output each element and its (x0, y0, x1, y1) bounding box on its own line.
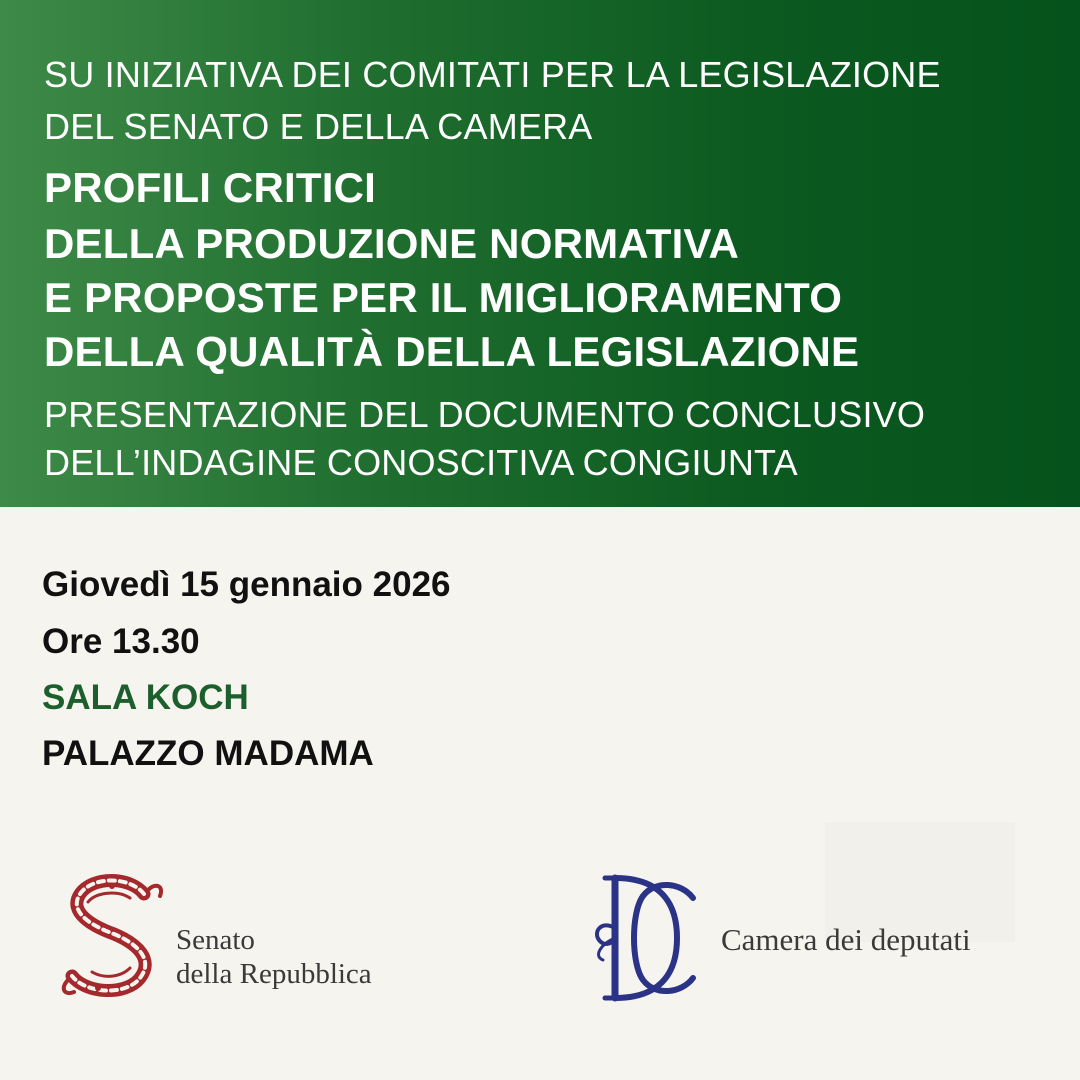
senato-name-line-1: Senato (176, 924, 255, 956)
event-venue: PALAZZO MADAMA (42, 734, 374, 773)
header-banner (0, 0, 1080, 507)
title-line-3: E PROPOSTE PER IL MIGLIORAMENTO (44, 274, 843, 321)
event-date: Giovedì 15 gennaio 2026 (42, 565, 451, 604)
title-line-2: DELLA PRODUZIONE NORMATIVA (44, 220, 740, 267)
intro-line-1: SU INIZIATIVA DEI COMITATI PER LA LEGISLAZIONE (44, 54, 941, 95)
camera-logo (585, 868, 1035, 1008)
senato-s-emblem-icon (52, 872, 172, 1002)
camera-name: Camera dei deputati (721, 922, 971, 957)
event-room: SALA KOCH (42, 678, 249, 717)
intro-line-2: DEL SENATO E DELLA CAMERA (44, 106, 593, 147)
camera-dc-monogram-icon (585, 868, 710, 1008)
senato-name-line-2: della Repubblica (176, 958, 372, 990)
event-time: Ore 13.30 (42, 622, 200, 661)
subtitle-line-2: DELL’INDAGINE CONOSCITIVA CONGIUNTA (44, 442, 798, 483)
senato-logo (52, 872, 432, 1002)
title-line-1: PROFILI CRITICI (44, 164, 376, 211)
subtitle-line-1: PRESENTAZIONE DEL DOCUMENTO CONCLUSIVO (44, 394, 926, 435)
title-line-4: DELLA QUALITÀ DELLA LEGISLAZIONE (44, 328, 860, 375)
